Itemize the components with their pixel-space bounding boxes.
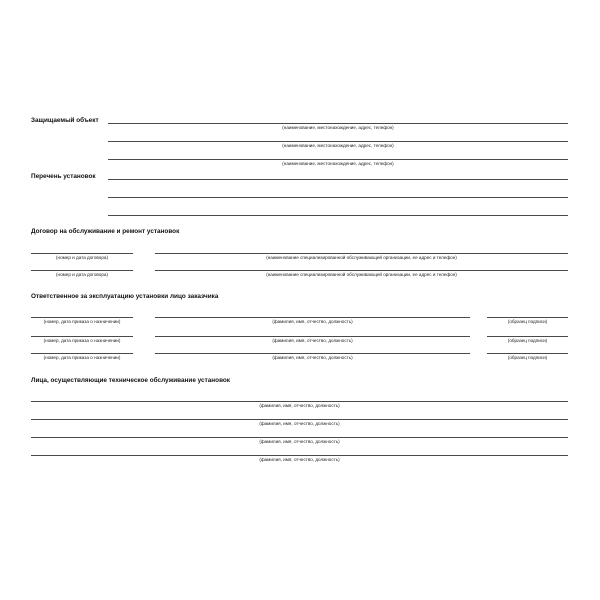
contract-org-line-2[interactable] — [155, 270, 568, 271]
protected-object-line-2[interactable] — [108, 141, 568, 142]
contract-label: Договор на обслуживание и ремонт установок — [31, 228, 180, 235]
maintenance-label: Лица, осуществляющие техническое обслуживание установок — [31, 377, 231, 384]
contract-org-line-1[interactable] — [155, 253, 568, 254]
responsible-signature-caption-2: (образец подписи) — [507, 338, 548, 343]
responsible-signature-line-2[interactable] — [487, 336, 568, 337]
responsible-name-line-2[interactable] — [155, 336, 470, 337]
responsible-name-line-3[interactable] — [155, 353, 470, 354]
responsible-signature-caption-3: (образец подписи) — [507, 355, 548, 360]
protected-object-caption-3: (наименование, местонахождение, адрес, телефон) — [282, 161, 394, 166]
contract-org-caption-2: (наименование специализированной обслуживающей организации, ее адрес и телефон) — [266, 272, 457, 277]
protected-object-caption-1: (наименование, местонахождение, адрес, телефон) — [282, 125, 394, 130]
protected-object-label: Защищаемый объект — [31, 117, 99, 124]
contract-org-caption-1: (наименование специализированной обслуживающей организации, ее адрес и телефон) — [266, 255, 457, 260]
maintenance-caption-2: (фамилия, имя, отчество, должность) — [259, 421, 340, 426]
responsible-signature-caption-1: (образец подписи) — [507, 319, 548, 324]
responsible-name-caption-1: (фамилия, имя, отчество, должность) — [272, 319, 353, 324]
responsible-order-caption-1: (номер, дата приказа о назначении) — [43, 319, 121, 324]
responsible-label: Ответственное за эксплуатацию установки лицо заказчика — [31, 293, 219, 300]
installations-line-1[interactable] — [108, 179, 568, 180]
responsible-name-line-1[interactable] — [155, 317, 470, 318]
maintenance-caption-3: (фамилия, имя, отчество, должность) — [259, 439, 340, 444]
maintenance-caption-4: (фамилия, имя, отчество, должность) — [259, 457, 340, 462]
maintenance-line-3[interactable] — [31, 437, 568, 438]
protected-object-line-1[interactable] — [108, 123, 568, 124]
responsible-signature-line-3[interactable] — [487, 353, 568, 354]
installations-label: Перечень установок — [31, 173, 96, 180]
responsible-signature-line-1[interactable] — [487, 317, 568, 318]
maintenance-caption-1: (фамилия, имя, отчество, должность) — [259, 403, 340, 408]
responsible-order-line-2[interactable] — [31, 336, 133, 337]
contract-number-line-2[interactable] — [31, 270, 133, 271]
contract-number-line-1[interactable] — [31, 253, 133, 254]
contract-number-caption-1: (номер и дата договора) — [56, 255, 108, 260]
responsible-order-line-3[interactable] — [31, 353, 133, 354]
responsible-name-caption-3: (фамилия, имя, отчество, должность) — [272, 355, 353, 360]
responsible-name-caption-2: (фамилия, имя, отчество, должность) — [272, 338, 353, 343]
maintenance-line-2[interactable] — [31, 419, 568, 420]
responsible-order-caption-2: (номер, дата приказа о назначении) — [43, 338, 121, 343]
installations-line-3[interactable] — [108, 215, 568, 216]
responsible-order-line-1[interactable] — [31, 317, 133, 318]
maintenance-line-1[interactable] — [31, 401, 568, 402]
responsible-order-caption-3: (номер, дата приказа о назначении) — [43, 355, 121, 360]
maintenance-line-4[interactable] — [31, 455, 568, 456]
contract-number-caption-2: (номер и дата договора) — [56, 272, 108, 277]
protected-object-caption-2: (наименование, местонахождение, адрес, телефон) — [282, 143, 394, 148]
installations-line-2[interactable] — [108, 197, 568, 198]
protected-object-line-3[interactable] — [108, 159, 568, 160]
